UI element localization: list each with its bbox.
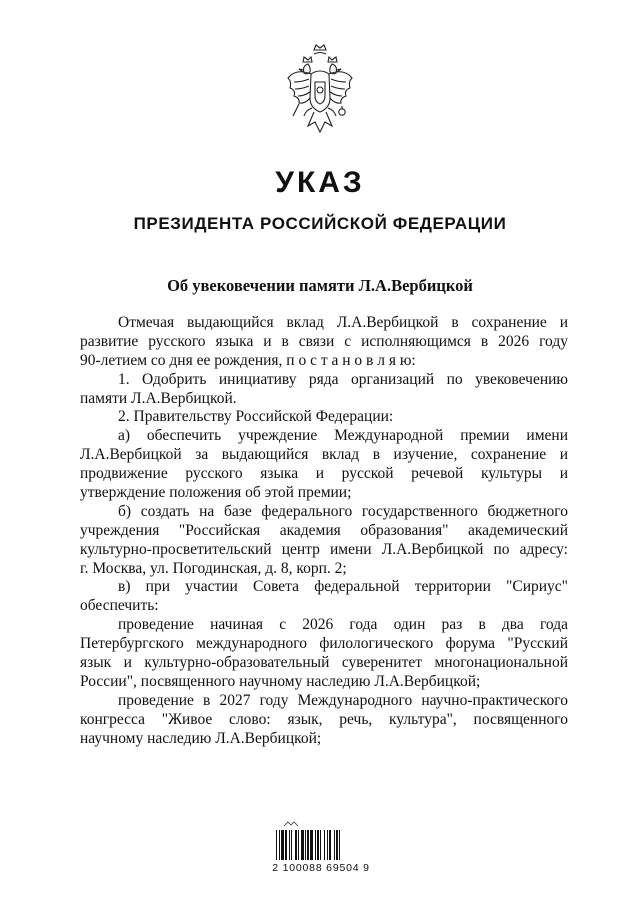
text-line: язык и культурно-образовательный суверенитет многонациональной [80,654,568,672]
barcode-stripe [320,830,321,860]
text-line: 2. Правительству Российской Федерации: [118,408,394,426]
text-line: утверждение положения об этой премии; [80,484,352,502]
barcode [270,820,372,876]
text-line: культурно-просветительский центр имени Л.А.Вербицкой по адресу: [80,540,568,558]
text-line: памяти Л.А.Вербицкой. [80,389,237,407]
text-line: конгресса "Живое слово: язык, речь, культура", посвященного [80,710,568,728]
barcode-stripe [298,830,299,860]
text-line: г. Москва, ул. Погодинская, д. 8, корп. 2; [80,559,347,577]
text-line: научному наследию Л.А.Вербицкой; [80,729,322,747]
barcode-stripe [310,830,313,860]
barcode-icon [276,830,366,862]
barcode-stripe [281,830,284,860]
text-line: Л.А.Вербицкой за выдающийся вклад в изучение, сохранение и [80,446,568,464]
barcode-stripe [295,830,297,860]
decree-title: УКАЗ [275,166,365,199]
barcode-stripe [291,830,292,860]
text-line: Отмечая выдающийся вклад Л.А.Вербицкой в сохранение и [118,314,568,331]
decree-subtitle: ПРЕЗИДЕНТА РОССИЙСКОЙ ФЕДЕРАЦИИ [133,214,507,233]
text-line: обеспечить: [80,597,159,615]
barcode-stripe [327,830,328,860]
text-line: продвижение русского языка и русской речевой культуры и [80,465,568,483]
text-line: России", посвященного научному наследию Л.А.Вербицкой; [80,672,481,690]
decree-body [80,314,568,748]
barcode-stripe [305,830,306,860]
text-line: 1. Одобрить инициативу ряда организаций по увековечению [118,370,568,388]
text-line: проведение в 2027 году Международного научно-практического [118,691,568,709]
barcode-stripe [317,830,319,860]
decree-heading: Об увековечении памяти Л.А.Вербицкой [167,276,473,295]
double-headed-eagle-icon [284,42,356,142]
barcode-stripe [334,830,335,860]
text-line: а) обеспечить учреждение Международной премии имени [118,427,568,445]
text-line: развитие русского языка и в связи с исполняющимся в 2026 году [80,332,568,350]
text-line: б) создать на базе федерального государственного бюджетного [118,502,568,520]
barcode-stripe [307,830,309,860]
barcode-stripe [276,830,277,860]
barcode-stripe [279,830,280,860]
text-line: 90-летием со дня ее рождения, п о с т а н о в л я ю: [80,351,416,369]
text-line: Петербургского международного филологического форума "Русский [80,635,568,653]
barcode-stripe [324,830,325,860]
barcode-stripe [289,830,290,860]
barcode-stripe [329,830,331,860]
text-line: учреждения "Российская академия образования" академический [80,521,568,539]
barcode-stripe [301,830,304,860]
barcode-stripe [315,830,316,860]
text-line: проведение начиная с 2026 года один раз в два года [118,616,568,634]
barcode-number: 2 100088 69504 9 [272,862,370,874]
text-line: в) при участии Совета федеральной территории "Сириус" [118,578,568,596]
barcode-stripe [336,830,338,860]
barcode-mark-icon [282,820,300,828]
barcode-stripe [285,830,287,860]
barcode-stripe [339,830,340,860]
